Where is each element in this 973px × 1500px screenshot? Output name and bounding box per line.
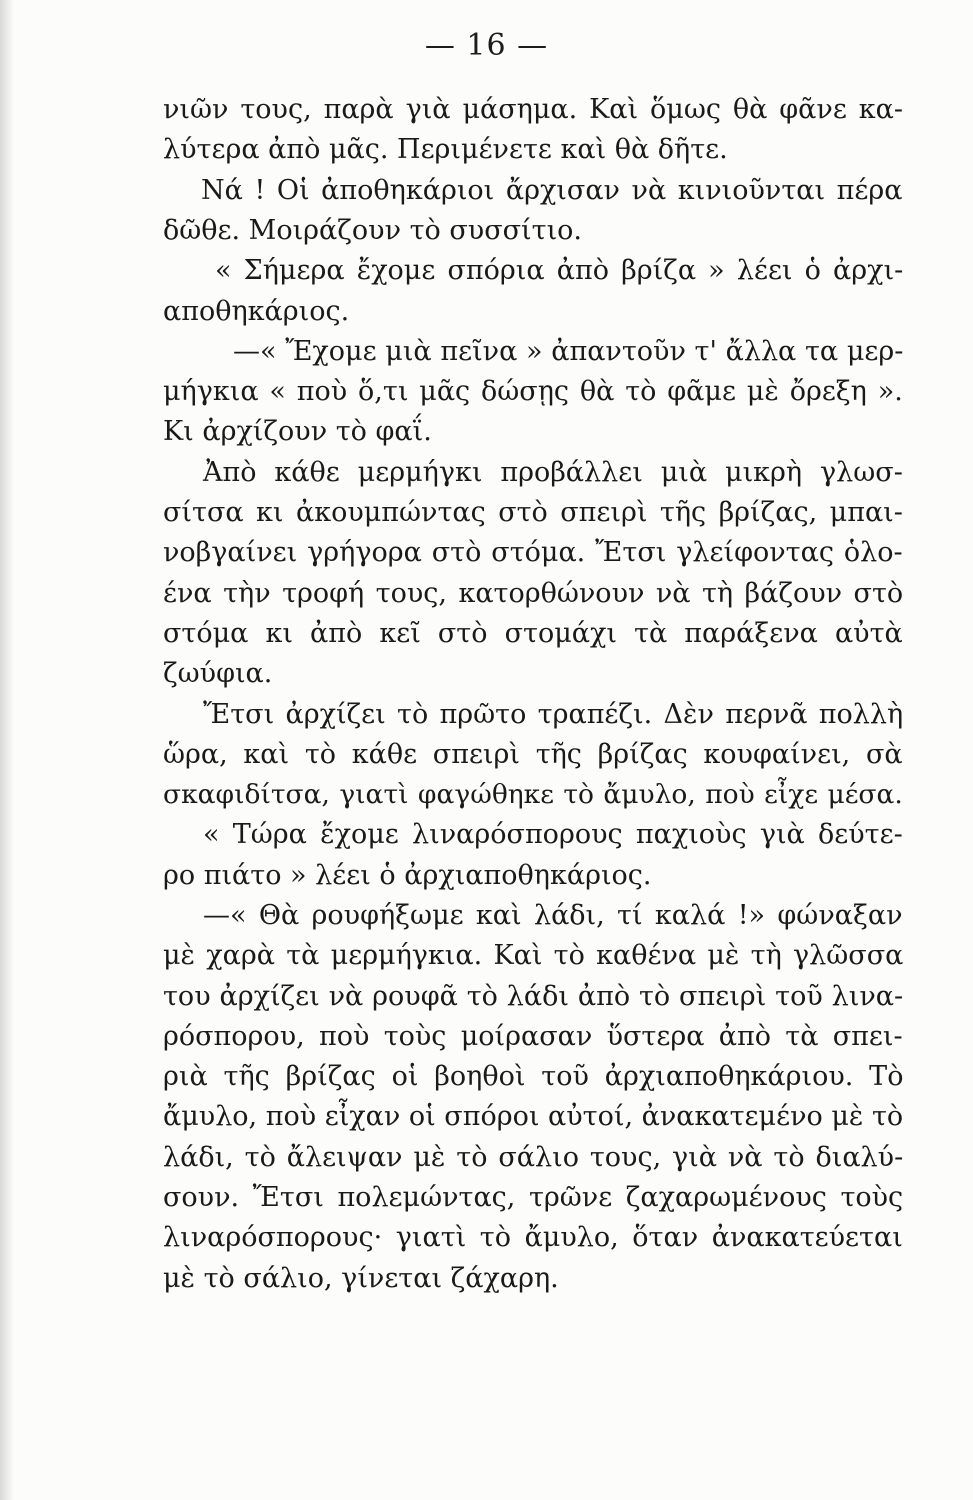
text-line: στόμα κι ἀπὸ κεῖ στὸ στομάχι τὰ παράξενα αὐτὰ <box>163 618 903 649</box>
text-line: λύτερα ἀπὸ μᾶς. Περιμένετε καὶ θὰ δῆτε. <box>163 134 728 165</box>
text-line: μήγκια « ποὺ ὅ,τι μᾶς δώσῃς θὰ τὸ φᾶμε μὲ ὄρεξη ». <box>163 376 903 407</box>
text-line: μὲ τὸ σάλιο, γίνεται ζάχαρη. <box>163 1263 559 1294</box>
text-line: ρόσπορου, ποὺ τοὺς μοίρασαν ὕστερα ἀπὸ τὰ σπει- <box>163 1021 903 1052</box>
text-line: λάδι, τὸ ἄλειψαν μὲ τὸ σάλιο τους, γιὰ νὰ τὸ διαλύ- <box>163 1142 904 1173</box>
text-line: ἄμυλο, ποὺ εἶχαν οἱ σπόροι αὐτοί, ἀνακατεμένο μὲ τὸ <box>163 1101 904 1132</box>
text-line: « Τώρα ἔχομε λιναρόσπορους παχιοὺς γιὰ δεύτε- <box>203 819 903 850</box>
text-line: ένα τὴν τροφή τους, κατορθώνουν νὰ τὴ βάζουν στὸ <box>163 578 904 609</box>
text-line: ὥρα, καὶ τὸ κάθε σπειρὶ τῆς βρίζας κουφαίνει, σὰ <box>163 739 903 770</box>
text-line: του ἀρχίζει νὰ ρουφᾶ τὸ λάδι ἀπὸ τὸ σπειρὶ τοῦ λινα- <box>163 981 904 1012</box>
text-line: δῶθε. Μοιράζουν τὸ συσσίτιο. <box>163 215 583 246</box>
text-line: λιναρόσπορους· γιατὶ τὸ ἄμυλο, ὅταν ἀνακατεύεται <box>163 1222 903 1253</box>
text-line: αποθηκάριος. <box>163 296 350 327</box>
text-line: ζωύφια. <box>163 658 273 689</box>
text-line: νιῶν τους, παρὰ γιὰ μάσημα. Καὶ ὅμως θὰ φᾶνε κα- <box>163 94 903 125</box>
text-line: —« Θὰ ρουφήξωμε καὶ λάδι, τί καλά !» φώναξαν <box>203 900 903 931</box>
text-line: μὲ χαρὰ τὰ μερμήγκια. Καὶ τὸ καθένα μὲ τὴ γλῶσσα <box>163 940 904 971</box>
text-line: ρο πιάτο » λέει ὁ ἀρχιαποθηκάριος. <box>163 860 652 891</box>
text-line: σκαφιδίτσα, γιατὶ φαγώθηκε τὸ ἄμυλο, ποὺ εἶχε μέσα. <box>163 779 903 810</box>
text-line: « Σήμερα ἔχομε σπόρια ἀπὸ βρίζα » λέει ὁ ἀρχι- <box>215 255 904 286</box>
text-line: νοβγαίνει γρήγορα στὸ στόμα. Ἔτσι γλείφοντας ὁλο- <box>163 537 903 568</box>
text-line: —« Ἔχομε μιὰ πεῖνα » ἀπαντοῦν τ' ἄλλα τα μερ- <box>233 336 904 367</box>
text-line: σουν. Ἔτσι πολεμώντας, τρῶνε ζαχαρωμένους τοὺς <box>163 1182 904 1213</box>
text-line: Κι ἀρχίζουν τὸ φαΐ. <box>163 416 432 447</box>
text-line: Ἀπὸ κάθε μερμήγκι προβάλλει μιὰ μικρὴ γλωσ- <box>203 457 903 488</box>
text-line: Νά ! Οἱ ἀποθηκάριοι ἄρχισαν νὰ κινιοῦνται πέρα <box>201 175 903 206</box>
text-line: ριὰ τῆς βρίζας οἱ βοηθοὶ τοῦ ἀρχιαποθηκάριου. Τὸ <box>163 1061 904 1092</box>
page-number: — 16 — <box>424 28 549 63</box>
page-gutter-shadow <box>0 0 14 1500</box>
text-line: σίτσα κι ἀκουμπώντας στὸ σπειρὶ τῆς βρίζας, μπαι- <box>163 497 903 528</box>
text-line: Ἔτσι ἀρχίζει τὸ πρῶτο τραπέζι. Δὲν περνᾶ πολλὴ <box>203 699 904 730</box>
